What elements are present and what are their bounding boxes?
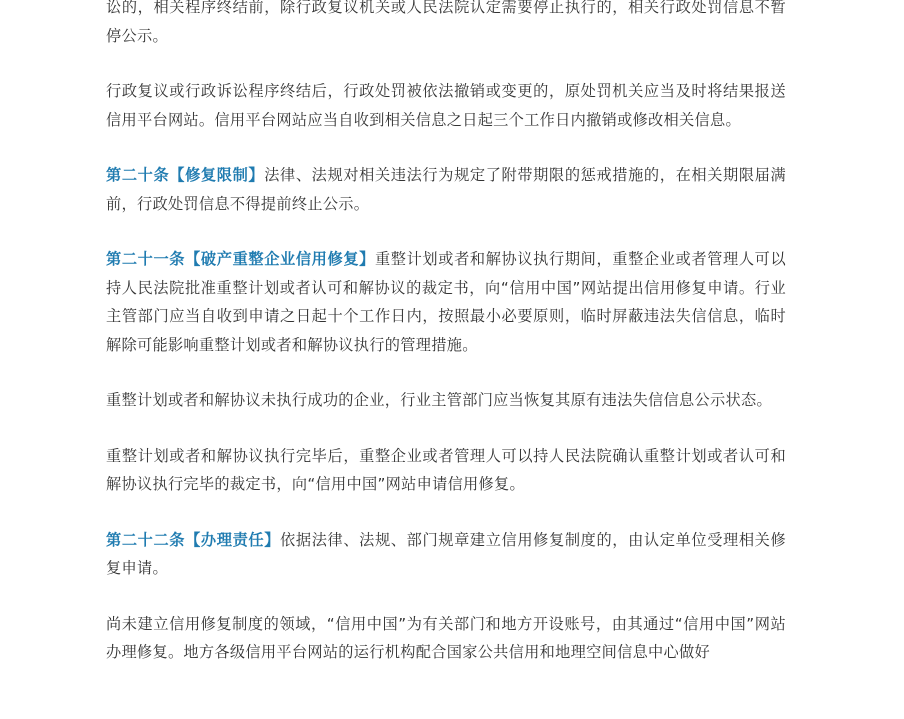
paragraph-reorganization-complete — [106, 442, 786, 499]
paragraph-no-repair-system — [106, 610, 786, 667]
paragraph-text: 重整计划或者和解协议执行完毕后，重整企业或者管理人可以持人民法院确认重整计划或者认可和解协议执行完毕的裁定书，向“信用中国”网站申请信用修复。 — [106, 446, 786, 493]
article-heading: 第二十一条【破产重整企业信用修复】 — [106, 250, 375, 268]
paragraph-admin-review-result — [106, 77, 786, 134]
paragraph-text: 依据法律、法规、部门规章建立信用修复制度的，由认定单位受理相关修复申请。 — [106, 530, 786, 577]
paragraph-text: 重整计划或者和解协议未执行成功的企业，行业主管部门应当恢复其原有违法失信信息公示状态。 — [106, 391, 772, 409]
article-heading: 第二十二条【办理责任】 — [106, 530, 281, 549]
paragraph-reorganization-failed — [106, 386, 786, 415]
paragraph-article-21 — [106, 245, 786, 359]
paragraph-text: 尚未建立信用修复制度的领域，“信用中国”为有关部门和地方开设账号，由其通过“信用中国”网站办理修复。地方各级信用平台网站的运行机构配合国家公共信用和地理空间信息中心做好 — [106, 614, 786, 661]
article-heading: 第二十条【修复限制】 — [106, 166, 265, 184]
paragraph-text: 讼的，相关程序终结前，除行政复议机关或人民法院认定需要停止执行的，相关行政处罚信息不暂停公示。 — [106, 0, 786, 45]
paragraph-text: 法律、法规对相关违法行为规定了附带期限的惩戒措施的，在相关期限届满前，行政处罚信息不得提前终止公示。 — [106, 166, 786, 213]
paragraph-continuation — [106, 0, 786, 50]
paragraph-article-22 — [106, 526, 786, 583]
paragraph-text: 重整计划或者和解协议执行期间，重整企业或者管理人可以持人民法院批准重整计划或者认可和解协议的裁定书，向“信用中国”网站提出信用修复申请。行业主管部门应当自收到申请之日起十个工作日内，按照最小必要原则，临时屏蔽违法失信信息，临时解除可能影响重整计划或者和解协议执行的管理措施。 — [106, 250, 786, 354]
article-body — [106, 0, 786, 694]
paragraph-article-20 — [106, 161, 786, 218]
paragraph-text: 行政复议或行政诉讼程序终结后，行政处罚被依法撤销或变更的，原处罚机关应当及时将结果报送信用平台网站。信用平台网站应当自收到相关信息之日起三个工作日内撤销或修改相关信息。 — [106, 82, 786, 129]
